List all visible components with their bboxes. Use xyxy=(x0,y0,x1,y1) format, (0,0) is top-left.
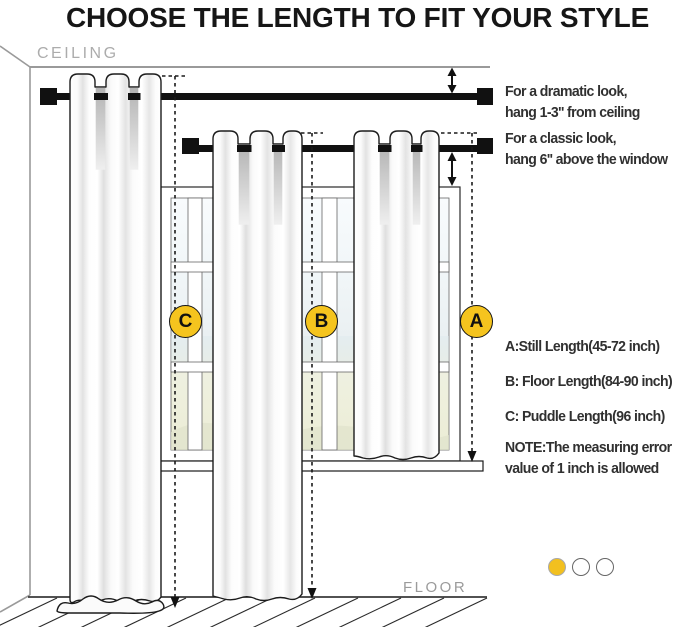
rod-through-grommet xyxy=(272,145,285,152)
tip-classic-line2: hang 6'' above the window xyxy=(505,152,668,168)
window-sill xyxy=(153,461,483,471)
arrowhead-down xyxy=(448,177,457,186)
curtain-panel-c xyxy=(57,74,164,613)
grommet-dip-shade xyxy=(380,145,390,225)
carousel-dot-2[interactable] xyxy=(572,558,590,576)
arrowhead-down xyxy=(171,597,180,608)
arrow-window-gap xyxy=(448,152,457,186)
note-line2: value of 1 inch is allowed xyxy=(505,461,659,477)
rod-through-grommet xyxy=(237,145,252,152)
arrow-ceiling-gap xyxy=(448,68,457,94)
badge-c: C xyxy=(169,305,202,338)
curtain-body xyxy=(354,131,439,460)
curtain-panel-b xyxy=(213,131,302,601)
badge-b: B xyxy=(305,305,338,338)
carousel-dots xyxy=(548,558,614,576)
floor-label: FLOOR xyxy=(403,579,468,596)
ceiling-label: CEILING xyxy=(37,45,119,62)
rod-through-grommet xyxy=(128,93,141,100)
length-item-c: C: Puddle Length(96 inch) xyxy=(505,409,665,425)
tip-classic xyxy=(505,129,668,171)
rod-finial-left xyxy=(40,88,57,105)
note-line1: NOTE:The measuring error xyxy=(505,440,672,456)
curtain-body xyxy=(213,131,302,601)
arrowhead-up xyxy=(448,68,457,77)
rod-finial-right xyxy=(477,138,493,154)
wall-corner-bottom xyxy=(0,595,30,612)
carousel-dot-3[interactable] xyxy=(596,558,614,576)
badge-a: A xyxy=(460,305,493,338)
length-item-b: B: Floor Length(84-90 inch) xyxy=(505,374,673,390)
curtain-panel-a xyxy=(354,131,439,460)
arrowhead-up xyxy=(448,152,457,161)
rod-through-grommet xyxy=(94,93,108,100)
arrowhead-down xyxy=(468,451,477,462)
grommet-dip-shade xyxy=(413,145,421,225)
arrowhead-down xyxy=(448,85,457,94)
note-text xyxy=(505,438,672,480)
rod-through-grommet xyxy=(378,145,392,152)
tip-classic-line1: For a classic look, xyxy=(505,131,616,147)
page-title: CHOOSE THE LENGTH TO FIT YOUR STYLE xyxy=(65,2,650,33)
tip-dramatic-line2: hang 1-3'' from ceiling xyxy=(505,105,640,121)
length-item-a: A:Still Length(45-72 inch) xyxy=(505,339,660,355)
curtain-body xyxy=(70,74,161,603)
tip-dramatic xyxy=(505,82,640,124)
grommet-dip-shade xyxy=(274,145,283,225)
rod-through-grommet xyxy=(411,145,423,152)
rod-finial-right xyxy=(477,88,493,105)
tip-dramatic-line1: For a dramatic look, xyxy=(505,84,628,100)
grommet-dip-shade xyxy=(239,145,250,225)
carousel-dot-1[interactable] xyxy=(548,558,566,576)
rod-finial-left xyxy=(182,138,199,154)
wall-corner-top xyxy=(0,46,30,67)
